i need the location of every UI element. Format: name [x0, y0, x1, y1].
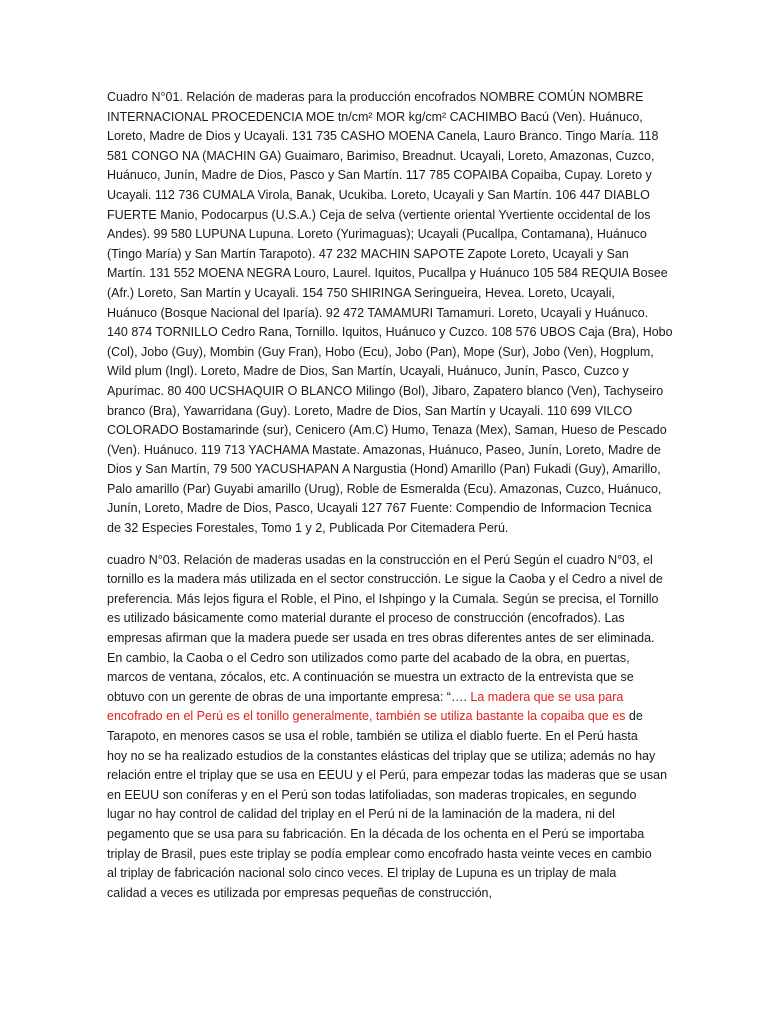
text-line	[107, 609, 667, 629]
text-line	[107, 884, 667, 904]
body-text: empresas afirman que la madera puede ser usada en tres obras diferentes antes de ser eliminada.	[107, 631, 655, 646]
body-text: Tarapoto, en menores casos se usa el roble, también se utiliza el diablo fuerte. En el Perú hasta	[107, 729, 638, 743]
body-text: al triplay de fabricación nacional solo cinco veces. El triplay de Lupuna es un triplay de mala	[107, 866, 617, 881]
body-text: hoy no se ha realizado estudios de la constantes elásticas del triplay que se utiliza; además no hay	[107, 748, 656, 763]
text-line	[107, 747, 667, 767]
body-text: Wild plum (Ingl). Loreto, Madre de Dios, San Martín, Ucayali, Huánuco, Junín, Pasco, Cuzco y	[107, 364, 629, 379]
text-line	[107, 551, 667, 571]
body-text: Loreto, Madre de Dios y Ucayali. 131 735 CASHO MOENA Canela, Lauro Branco. Tingo María. 118	[107, 129, 659, 144]
text-line	[107, 382, 667, 402]
body-text: es utilizado básicamente como material durante el proceso de construcción (encofrados). Las	[107, 611, 625, 626]
text-line	[107, 206, 667, 226]
text-line	[107, 519, 667, 539]
text-line	[107, 460, 667, 480]
text-line	[107, 570, 667, 590]
text-line	[107, 343, 667, 363]
body-text: tornillo es la madera más utilizada en el sector construcción. Le sigue la Caoba y el Cedro a nivel de	[107, 572, 663, 587]
text-line	[107, 499, 667, 519]
body-text: de	[625, 709, 643, 724]
text-line	[107, 127, 667, 147]
paragraph-cuadro-01	[107, 88, 673, 539]
body-text: COLORADO Bostamarinde (sur), Cenicero (Am.C) Humo, Tenaza (Mex), Saman, Hueso de Pescado	[107, 423, 667, 438]
text-line	[107, 421, 667, 441]
body-text: (Col), Jobo (Guy), Mombin (Guy Fran), Hobo (Ecu), Jobo (Pan), Mope (Sur), Jobo (Ven), Hogplum,	[107, 344, 654, 359]
text-line	[107, 264, 667, 284]
text-line	[107, 668, 667, 688]
text-line	[107, 688, 667, 708]
text-line	[107, 805, 667, 825]
body-text: Huánuco (Bosque Nacional del Iparía). 92 472 TAMAMURI Tamamuri. Loreto, Ucayali y Huánuco.	[107, 305, 649, 320]
body-text: Apurímac. 80 400 UCSHAQUIR O BLANCO Milingo (Bol), Jibaro, Zapatero blanco (Ven), Tachyseiro	[107, 383, 664, 398]
text-line	[107, 225, 667, 245]
body-text: branco (Bra), Yawarridana (Guy). Loreto, Madre de Dios, San Martín y Ucayali. 110 699 VILCO	[107, 403, 633, 418]
text-line	[107, 845, 667, 865]
highlighted-quote-text: encofrado en el Perú es el tonillo generalmente, también se utiliza bastante la copaiba que es	[107, 709, 626, 724]
body-text: 140 874 TORNILLO Cedro Rana, Tornillo. Iquitos, Huánuco y Cuzco. 108 576 UBOS Caja (Bra), Hobo	[107, 325, 673, 340]
body-text: obtuvo con un gerente de obras de una importante empresa: “….	[107, 689, 471, 704]
paragraph-cuadro-03	[107, 551, 667, 904]
body-text: Martín. 131 552 MOENA NEGRA Louro, Laurel. Iquitos, Pucallpa y Huánuco 105 584 REQUIA Bosee	[107, 266, 668, 281]
text-line	[107, 480, 667, 500]
text-line	[107, 786, 667, 806]
text-line	[107, 147, 667, 167]
text-line	[107, 727, 667, 747]
body-text: de 32 Especies Forestales, Tomo 1 y 2, Publicada Por Citemadera Perú.	[107, 521, 509, 536]
body-text: Dios y San Martín, 79 500 YACUSHAPAN A Nargustia (Hond) Amarillo (Pan) Fukadi (Guy), Amarillo,	[107, 462, 661, 477]
text-line	[107, 707, 667, 727]
text-line	[107, 629, 667, 649]
text-line	[107, 590, 667, 610]
text-line	[107, 649, 667, 669]
text-line	[107, 304, 667, 324]
text-line	[107, 402, 667, 422]
text-line	[107, 108, 667, 128]
text-line	[107, 186, 667, 206]
body-text: (Tingo María) y San Martín Tarapoto). 47 232 MACHIN SAPOTE Zapote Loreto, Ucayali y San	[107, 246, 629, 261]
body-text: Ucayali. 112 736 CUMALA Virola, Banak, Ucukiba. Loreto, Ucayali y San Martín. 106 447 DIABLO	[107, 187, 650, 202]
body-text: triplay de Brasil, pues este triplay se podía emplear como encofrado hasta veinte veces en cambio	[107, 846, 652, 861]
body-text: preferencia. Más lejos figura el Roble, el Pino, el Ishpingo y la Cumala. Según se precisa, el Tornillo	[107, 591, 659, 606]
body-text: en EEUU son coníferas y en el Perú son todas latifoliadas, son maderas tropicales, en segundo	[107, 787, 637, 802]
body-text: pegamento que se usa para su fabricación. En la década de los ochenta en el Perú se importaba	[107, 826, 645, 841]
body-text: cuadro N°03. Relación de maderas usadas en la construcción en el Perú Según el cuadro N°03, el	[107, 552, 653, 567]
body-text: Andes). 99 580 LUPUNA Lupuna. Loreto (Yurimaguas); Ucayali (Pucallpa, Contamana), Huánuco	[107, 227, 647, 242]
body-text: Cuadro N°01. Relación de maderas para la producción encofrados NOMBRE COMÚN NOMBRE	[107, 90, 644, 104]
body-text: (Ven). Huánuco. 119 713 YACHAMA Mastate. Amazonas, Huánuco, Paseo, Junín, Loreto, Madre de	[107, 442, 661, 457]
text-line	[107, 864, 667, 884]
text-line	[107, 441, 667, 461]
highlighted-quote-text: La madera que se usa para	[470, 689, 624, 704]
body-text: marcos de ventana, zócalos, etc. A continuación se muestra un extracto de la entrevista que se	[107, 670, 634, 685]
body-text: Junín, Loreto, Madre de Dios, Pasco, Ucayali 127 767 Fuente: Compendio de Informacion Tecnica	[107, 501, 652, 516]
text-line	[107, 362, 667, 382]
document-page	[107, 88, 673, 903]
text-line	[107, 245, 667, 265]
body-text: En cambio, la Caoba o el Cedro son utilizados como parte del acabado de la obra, en puertas,	[107, 650, 630, 665]
text-line	[107, 766, 667, 786]
text-line	[107, 825, 667, 845]
body-text: Huánuco, Junín, Madre de Dios, Pasco y San Martín. 117 785 COPAIBA Copaiba, Cupay. Loreto y	[107, 168, 652, 183]
body-text: calidad a veces es utilizada por empresas pequeñas de construcción,	[107, 885, 492, 900]
body-text: (Afr.) Loreto, San Martín y Ucayali. 154 750 SHIRINGA Seringueira, Hevea. Loreto, Ucayali,	[107, 285, 615, 300]
text-line	[107, 166, 667, 186]
text-line	[107, 88, 667, 108]
body-text: lugar no hay control de calidad del triplay en el Perú ni de la laminación de la madera, ni del	[107, 807, 615, 822]
body-text: 581 CONGO NA (MACHIN GA) Guaimaro, Barimiso, Breadnut. Ucayali, Loreto, Amazonas, Cuzco,	[107, 148, 655, 163]
text-line	[107, 323, 673, 343]
text-line	[107, 284, 667, 304]
body-text: FUERTE Manio, Podocarpus (U.S.A.) Ceja de selva (vertiente oriental Yvertiente occidental de los	[107, 207, 651, 222]
body-text: Palo amarillo (Par) Guyabi amarillo (Urug), Roble de Esmeralda (Ecu). Amazonas, Cuzco, Huánuco,	[107, 481, 662, 496]
body-text: INTERNACIONAL PROCEDENCIA MOE tn/cm² MOR kg/cm² CACHIMBO Bacú (Ven). Huánuco,	[107, 109, 643, 124]
body-text: relación entre el triplay que se usa en EEUU y el Perú, para empezar todas las maderas que se usan	[107, 768, 668, 783]
